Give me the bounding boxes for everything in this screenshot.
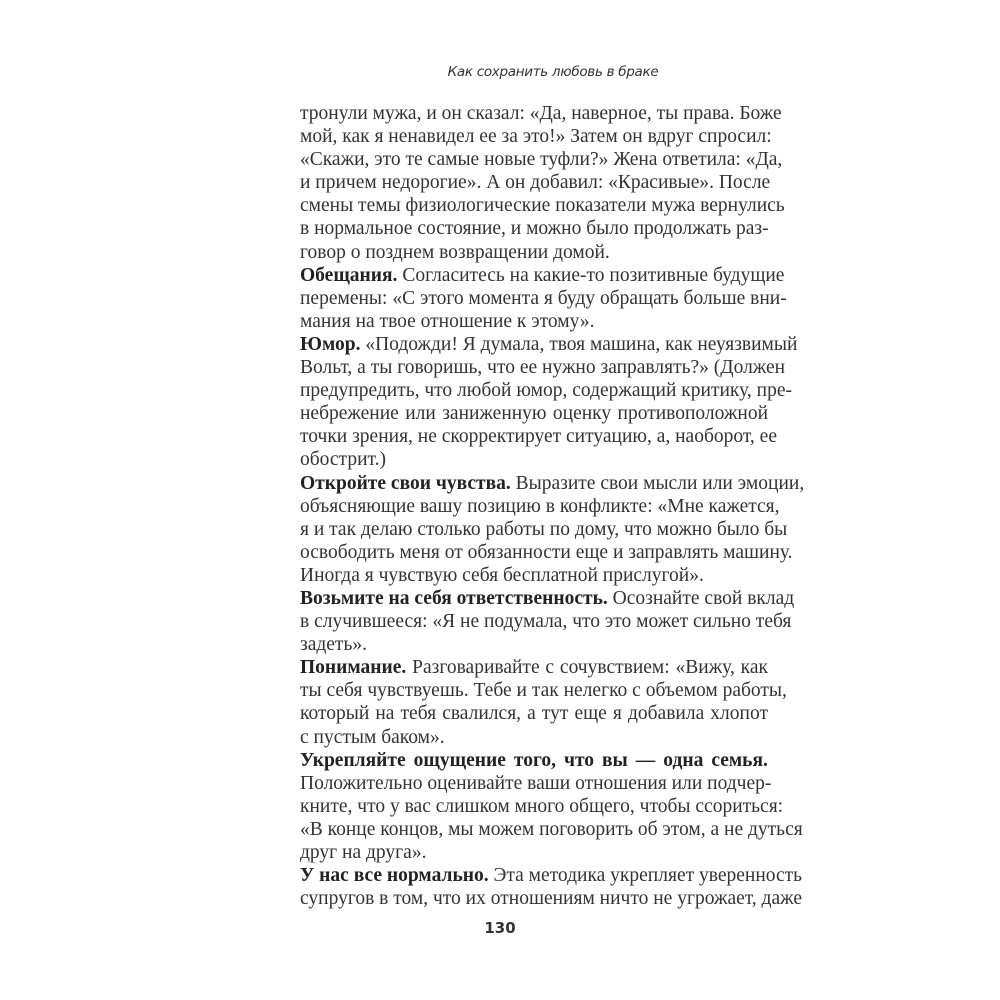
line-text: мания на твое отношение к этому».	[300, 310, 595, 332]
text-line	[300, 864, 803, 887]
paragraph	[300, 333, 798, 472]
paragraph	[300, 102, 785, 264]
line-text: задеть».	[300, 634, 367, 656]
text-line	[300, 310, 768, 333]
line-text: «Подожди! Я думала, твоя машина, как неуязвимый	[360, 333, 798, 355]
line-text: точки зрения, не скорректирует ситуацию, а, наоборот, ее	[300, 426, 777, 448]
line-text: Эта методика укрепляет уверенность	[488, 865, 803, 887]
line-text: Положительно оценивайте ваши отношения или подчер-	[300, 772, 772, 794]
text-line	[300, 264, 785, 287]
text-line	[300, 402, 768, 425]
line-text: друг на друга».	[300, 842, 427, 863]
line-text: кните, что у вас слишком много общего, чтобы ссориться:	[300, 795, 784, 817]
paragraph	[300, 749, 803, 864]
text-line	[300, 194, 785, 217]
line-text: супругов в том, что их отношениям ничто не угрожает, даже	[300, 888, 803, 910]
line-text: смены темы физиологические показатели мужа вернулись	[300, 195, 785, 217]
line-text: я и так делаю столько работы по дому, что можно было бы	[300, 518, 788, 540]
text-line	[300, 679, 787, 702]
line-text: мой, как я ненавидел ее за это!» Затем он вдруг спросил:	[300, 126, 772, 148]
line-text: предупредить, что любой юмор, содержащий критику, пре-	[300, 380, 792, 402]
text-line	[300, 333, 798, 356]
line-text: «В конце концов, мы можем поговорить об этом, а не дуться	[300, 818, 803, 840]
text-line	[300, 148, 783, 171]
paragraph	[300, 264, 787, 333]
text-line	[300, 125, 772, 148]
text-line	[300, 356, 786, 379]
text-line	[300, 518, 788, 541]
line-text: небрежение или заниженную оценку противоположной	[300, 403, 768, 425]
line-text: Согласитесь на какие-то позитивные будущие	[397, 264, 785, 286]
line-text: ты себя чувствуешь. Тебе и так нелегко с объемом работы,	[300, 680, 787, 702]
line-text: обострит.)	[300, 449, 386, 471]
text-line	[300, 102, 782, 125]
paragraph-lead: У нас все нормально.	[300, 865, 489, 887]
paragraph-lead: Откройте свои чувства.	[300, 472, 511, 494]
line-text: и причем недорогие». А он добавил: «Красивые». После	[300, 172, 771, 194]
paragraph	[300, 864, 803, 910]
text-line	[300, 171, 771, 194]
text-line	[300, 448, 768, 471]
text-line	[300, 217, 768, 240]
text-line	[300, 749, 768, 772]
line-text: Иногда я чувствую себя бесплатной прислугой».	[300, 564, 704, 586]
text-line	[300, 587, 795, 610]
line-text: который на тебя свалился, а тут еще я добавила хлопот	[300, 703, 768, 725]
running-header: Как сохранить любовь в браке	[447, 64, 659, 80]
text-line	[300, 379, 792, 402]
line-text: говор о позднем возвращении домой.	[300, 241, 610, 263]
page-body	[300, 102, 805, 910]
text-line	[300, 841, 768, 864]
text-line	[300, 495, 780, 518]
line-text: тронули мужа, и он сказал: «Да, наверное, ты права. Боже	[300, 103, 782, 124]
line-text: «Скажи, это те самые новые туфли?» Жена ответила: «Да,	[300, 149, 783, 171]
paragraph	[300, 472, 805, 587]
line-text: Вольт, а ты говоришь, что ее нужно заправлять?» (Должен	[300, 357, 786, 379]
paragraph-lead: Возьмите на себя ответственность.	[300, 587, 608, 609]
paragraph-lead: Понимание.	[300, 657, 407, 679]
line-text: Выразите свои мысли или эмоции,	[510, 472, 805, 494]
text-line	[300, 541, 793, 564]
text-line	[300, 241, 768, 264]
line-text: Разговаривайте с сочувствием: «Вижу, как	[406, 657, 768, 679]
text-line	[300, 772, 772, 795]
line-text: освободить меня от обязанности еще и заправлять машину.	[300, 541, 793, 563]
line-text: с пустым баком».	[300, 726, 445, 748]
line-text: объясняющие вашу позицию в конфликте: «Мне кажется,	[300, 495, 780, 517]
text-line	[300, 818, 803, 841]
paragraph-lead: Укрепляйте ощущение того, что вы — одна семья.	[300, 749, 768, 771]
text-line	[300, 656, 768, 679]
text-line	[300, 472, 805, 495]
text-line	[300, 425, 777, 448]
line-text: в нормальное состояние, и можно было продолжать раз-	[300, 218, 769, 240]
line-text: в случившееся: «Я не подумала, что это может сильно тебя	[300, 611, 792, 633]
text-line	[300, 564, 768, 587]
text-line	[300, 726, 768, 749]
paragraph	[300, 656, 787, 748]
page-number: 130	[484, 919, 516, 937]
text-line	[300, 287, 787, 310]
line-text: перемены: «С этого момента я буду обращать больше вни-	[300, 287, 787, 309]
paragraph	[300, 587, 795, 656]
paragraph-lead: Обещания.	[300, 264, 398, 286]
text-line	[300, 633, 768, 656]
text-line	[300, 610, 792, 633]
text-line	[300, 795, 784, 818]
paragraph-lead: Юмор.	[300, 333, 361, 355]
line-text: Осознайте свой вклад	[607, 587, 795, 609]
text-line	[300, 702, 768, 725]
text-line	[300, 887, 803, 910]
